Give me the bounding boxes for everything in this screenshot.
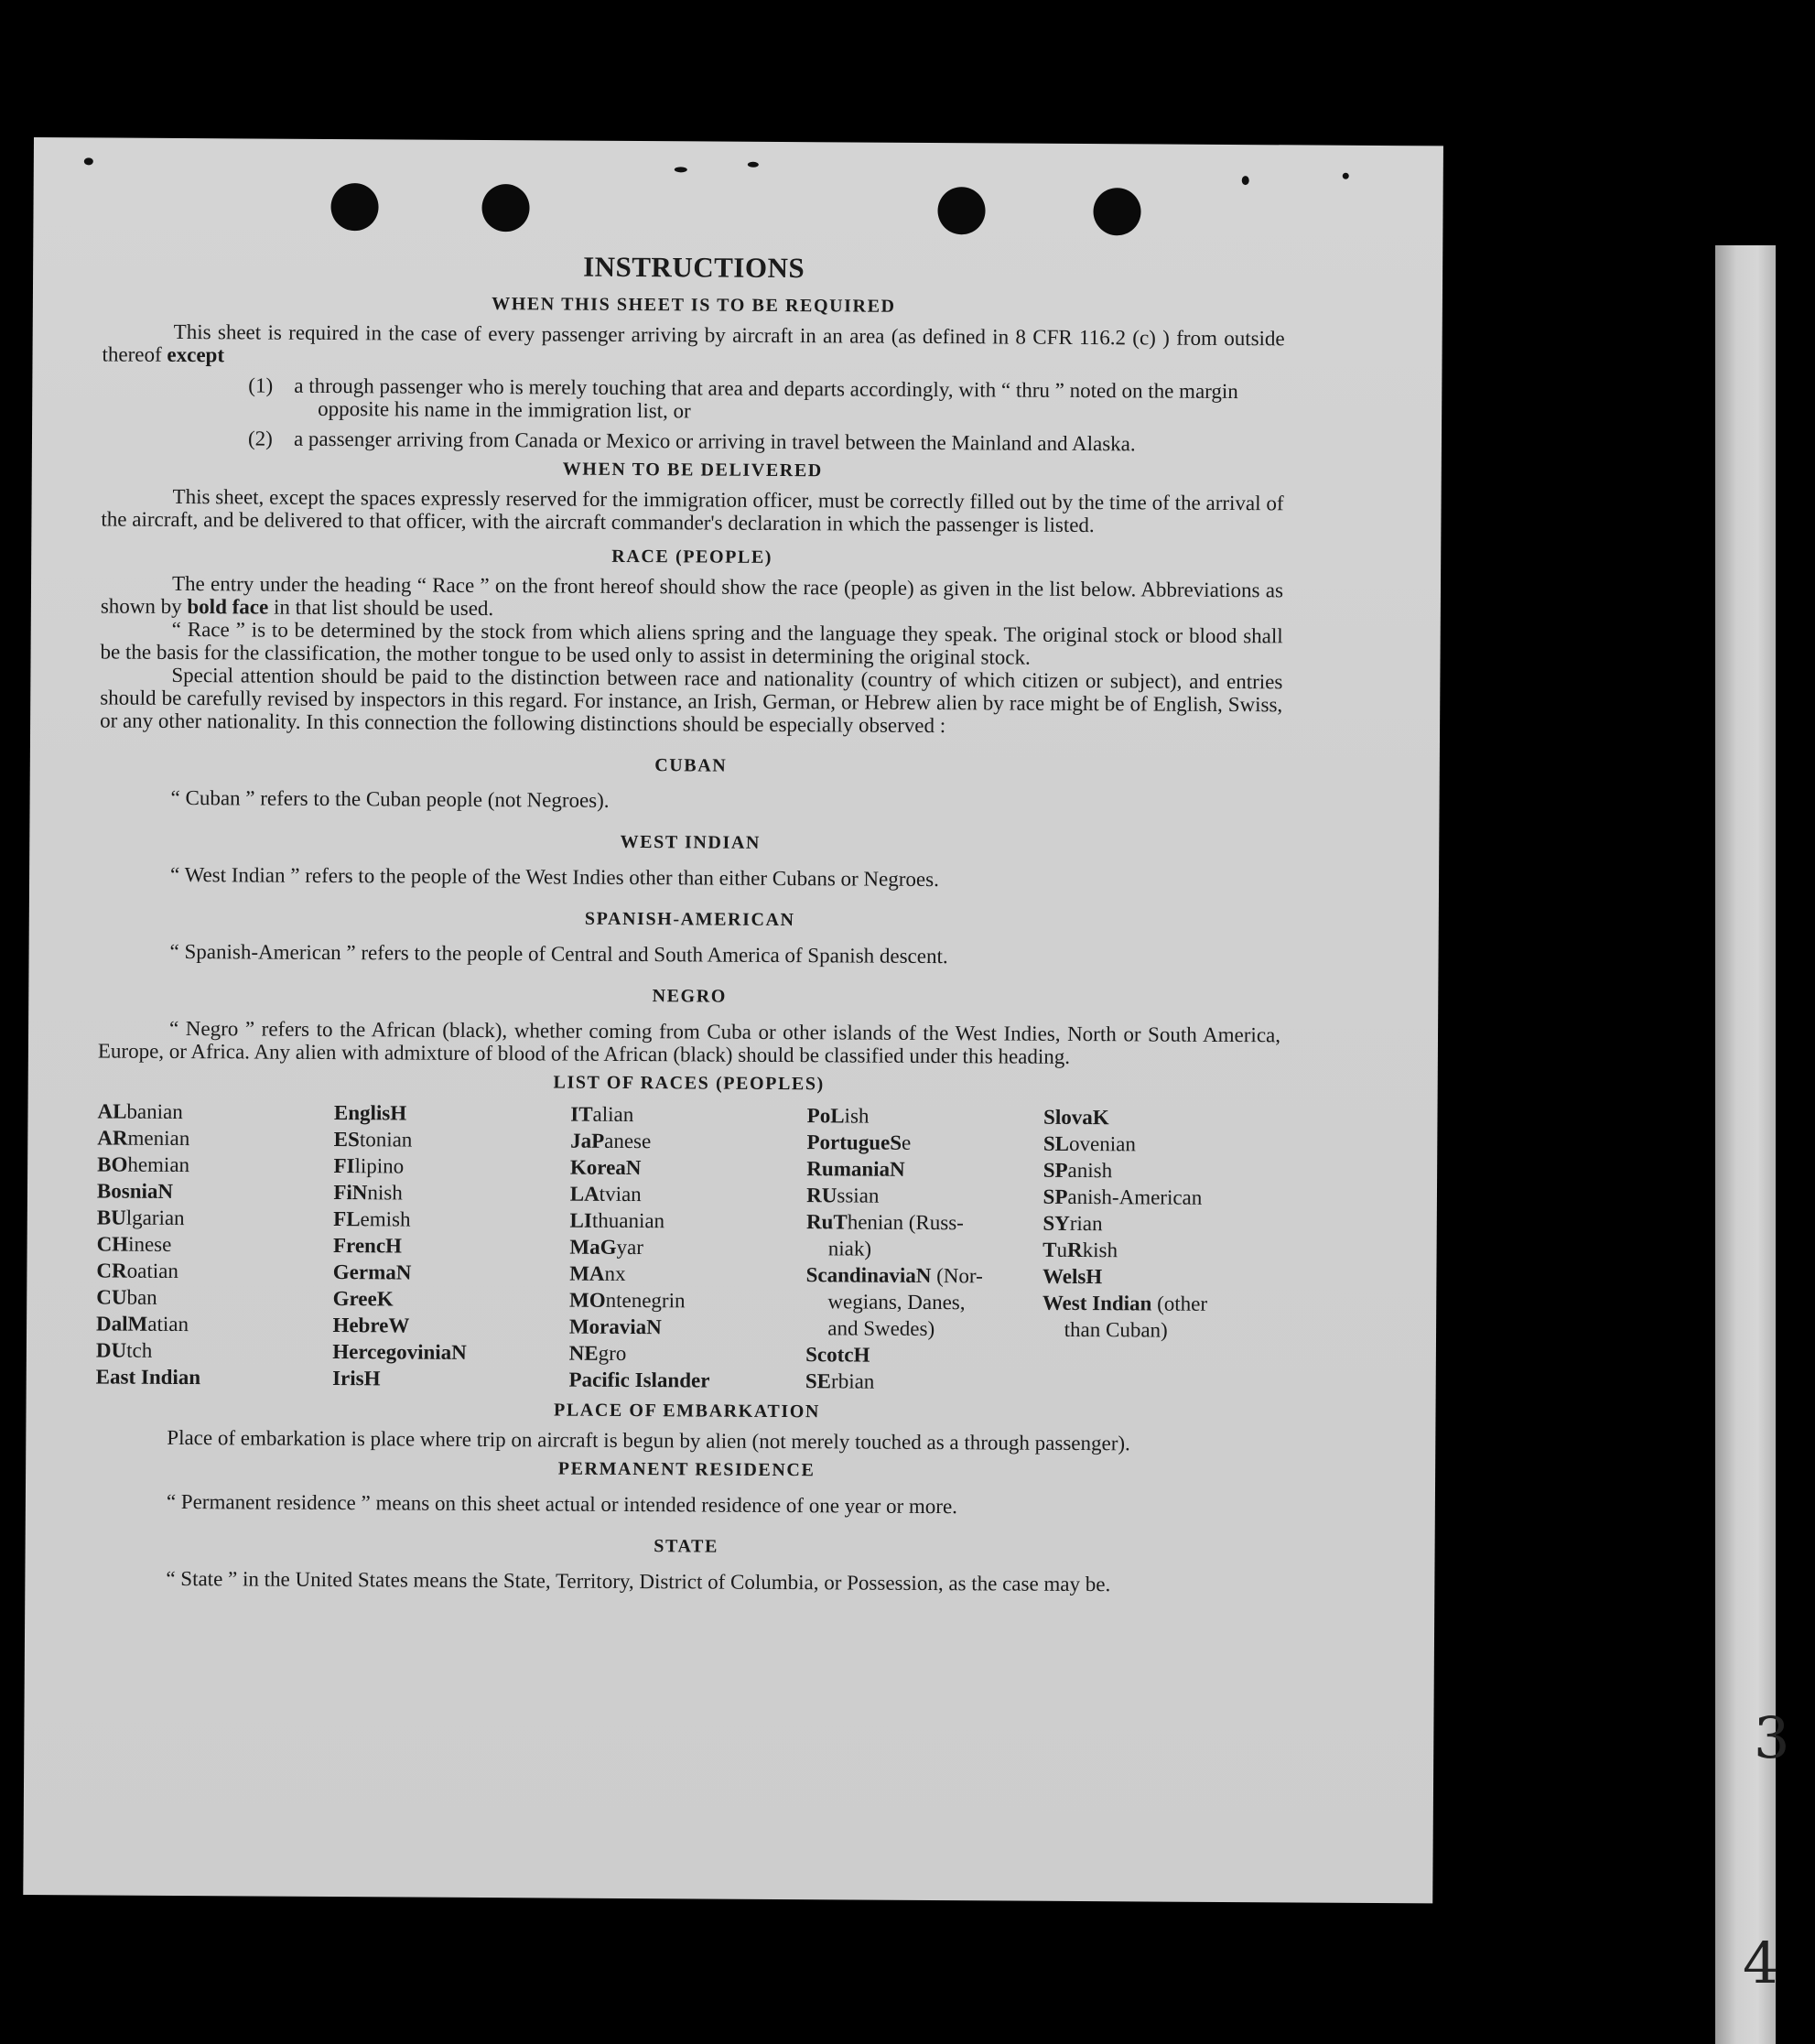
race-text: (Nor- [931,1264,983,1288]
race-abbrev: Dal [96,1312,128,1336]
race-entry [1043,1290,1280,1318]
heading-delivered: WHEN TO BE DELIVERED [562,459,823,481]
race-text: gro [598,1341,627,1365]
races-column [805,1102,1043,1396]
race-abbrev: LI [569,1208,592,1232]
speck [1343,173,1349,179]
race-entry [333,1206,570,1234]
race-abbrev: Hebre [332,1314,389,1337]
item-text: a passenger arriving from Canada or Mexico or arriving in travel between the Mainland and Alaska. [293,427,1136,456]
race-text: tonian [359,1128,413,1152]
race-text: (other [1151,1292,1208,1315]
race-abbrev: H [363,1367,381,1390]
race-text: wegians, Danes, [827,1290,966,1314]
race-abbrev: N [395,1260,412,1284]
required-intro-bold: except [167,342,225,367]
race-text: ssian [837,1184,880,1207]
race-entry [570,1181,807,1209]
race-entry [806,1261,1043,1290]
race-abbrev: JaP [570,1129,605,1152]
race-text: emish [360,1207,411,1231]
race-text: thuanian [591,1208,665,1233]
race-entry [96,1283,333,1312]
speck [748,162,759,168]
west-indian-text: “ West Indian ” refers to the people of the West Indies other than either Cubans or Negroes. [170,862,939,892]
race-entry [96,1363,333,1391]
race-text: henian (Russ- [847,1210,964,1235]
race-text: anese [604,1129,652,1153]
race-abbrev: MaG [569,1235,617,1259]
race-entry [333,1232,570,1260]
races-column [1042,1104,1280,1398]
race-abbrev: SP [1043,1158,1068,1182]
race-text: anish-American [1067,1184,1203,1209]
heading-negro: NEGRO [652,986,728,1007]
race-abbrev: N [351,1181,368,1205]
adjacent-page-edge [1715,245,1779,2044]
race-text: ban [126,1285,157,1309]
residence-text: “ Permanent residence ” means on this sheet actual or intended residence of one year or more. [166,1489,958,1519]
race-abbrev: K [376,1287,394,1311]
race-text: u [1056,1238,1068,1261]
race-abbrev: Englis [333,1101,391,1125]
race-entry [96,1257,333,1285]
race-abbrev: West Indian [1042,1291,1152,1315]
race-entry [806,1182,1043,1210]
race-text: menian [127,1126,190,1151]
race-abbrev: H [853,1343,870,1367]
race-abbrev: East Indian [95,1365,201,1390]
race-entry [806,1129,1043,1157]
heading-required: WHEN THIS SHEET IS TO BE REQUIRED [492,294,896,317]
race-abbrev: W [388,1314,410,1337]
race-entry [96,1336,333,1365]
race-entry [332,1312,569,1340]
race-entry [97,1204,334,1232]
heading-residence: PERMANENT RESIDENCE [557,1458,816,1481]
race-text: alian [592,1102,634,1127]
race-entry [569,1314,806,1342]
race-text: nish [367,1181,403,1205]
race-entry [805,1341,1043,1369]
race-entry [333,1152,570,1181]
margin-mark-bottom: 4 [1743,1930,1779,1996]
race-abbrev: Fi [333,1181,352,1205]
race-entry [805,1314,1043,1343]
race-text: lgarian [125,1206,185,1230]
embarkation-text: Place of embarkation is place where trip on aircraft is begun by alien (not merely touched as a through passenger). [167,1425,1130,1455]
race-text: rian [1069,1211,1103,1236]
required-intro-text: This sheet is required in the case of every passenger arriving by aircraft in an area (as defined in 8 CFR 116.2 (c) ) from outside thereof [102,319,1285,366]
heading-cuban: CUBAN [654,755,728,776]
race-abbrev: Bosnia [96,1179,158,1203]
race-abbrev: SY [1043,1211,1070,1235]
race-abbrev: Korea [569,1155,626,1179]
race-entry [806,1235,1043,1263]
race-abbrev: Wels [1042,1264,1086,1289]
item-number: (1) [248,373,274,397]
race-abbrev: BU [96,1206,126,1229]
race-abbrev: M [127,1312,148,1336]
punch-hole [1093,188,1140,235]
race-entry [332,1338,569,1367]
race-text: rbian [830,1369,875,1393]
item-text: a through passenger who is merely touching that area and departs accordingly, with “ thru ” noted on the margin opposite his name in the immigration list, or [294,373,1238,423]
required-intro [102,319,1284,373]
race-abbrev: N [646,1315,662,1339]
race-abbrev: N [451,1340,467,1364]
spanish-american-text: “ Spanish-American ” refers to the people of Central and South America of Spanish descent. [169,939,948,968]
speck [84,157,93,165]
race-entry [1043,1263,1280,1292]
race-text: than Cuban) [1064,1317,1168,1342]
state-text: “ State ” in the United States means the State, Territory, District of Columbia, or Possession, as the case may be. [166,1566,1111,1596]
race-entry [1043,1237,1280,1265]
heading-spanish-american: SPANISH-AMERICAN [584,908,795,931]
race-p1-text: The entry under the heading “ Race ” on the front hereof should show the race (people) as given in the list below. Abbreviations as shown by [100,571,1284,619]
cuban-text: “ Cuban ” refers to the Cuban people (not Negroes). [170,785,610,812]
race-text: kish [1082,1238,1118,1262]
race-text: oatian [126,1259,178,1282]
punch-hole [330,183,378,231]
race-abbrev: S [890,1130,902,1154]
race-abbrev: Slova [1043,1105,1093,1130]
race-p3: Special attention should be paid to the distinction between race and nationality (country of which citizen or subject), and entries should be carefully revised by inspectors in this regard. For instance, an Irish, German, or Hebrew alien by race might be of English, Swiss, or any other nationality. In this connection the following distinctions should be especially observed : [100,663,1283,738]
heading-west-indian: WEST INDIAN [620,831,762,853]
race-abbrev: LA [569,1182,600,1206]
delivered-text: This sheet, except the spaces expressly reserved for the immigration officer, must be correctly filled out by the time of the arrival of the aircraft, and be delivered to that officer, with the aircraft commander's declaration in which the passenger is listed. [101,484,1284,537]
race-entry [97,1124,334,1152]
race-entry [569,1340,806,1368]
races-list [96,1098,1280,1397]
race-entry [570,1207,807,1236]
race-entry [334,1126,571,1154]
race-entry [332,1365,569,1393]
race-entry [569,1260,806,1289]
speck [675,167,687,172]
race-abbrev: SE [805,1369,832,1393]
race-text: niak) [827,1237,872,1260]
race-abbrev: Gree [332,1287,377,1311]
race-entry [570,1128,807,1156]
race-entry [333,1285,570,1314]
race-abbrev: CU [96,1285,127,1309]
race-abbrev: Iris [332,1367,364,1390]
race-p1-text-end: in that list should be used. [268,595,494,621]
race-abbrev: AR [97,1126,128,1150]
races-column [96,1098,334,1391]
race-entry [569,1287,806,1315]
speck [1242,176,1249,185]
race-abbrev: H [1086,1265,1103,1289]
race-p2: “ Race ” is to be determined by the stock from which aliens spring and the language they speak. The original stock or blood shall be the basis for the classification, the mother tongue to be used only to assist in determining the original stock. [100,617,1283,669]
race-entry [570,1154,807,1183]
race-abbrev: H [390,1101,407,1125]
race-entry [805,1288,1043,1316]
document-sheet [23,137,1443,1903]
race-abbrev: H [385,1234,403,1258]
race-abbrev: N [890,1157,905,1181]
race-abbrev: NE [568,1341,599,1365]
race-entry [333,1259,570,1287]
race-entry [334,1099,571,1128]
race-entry [569,1234,806,1262]
race-abbrev: N [157,1179,174,1203]
race-text: tch [126,1338,153,1362]
negro-text: “ Negro ” refers to the African (black), whether coming from Cuba or other islands of the West Indies, North or South America, Europe, or Africa. Any alien with admixture of blood of the African (black) should be classified under this heading. [97,1016,1281,1068]
race-entry [806,1155,1043,1184]
race-entry [570,1101,807,1130]
race-abbrev: T [1043,1238,1057,1261]
heading-state: STATE [654,1536,718,1557]
required-item-1 [102,373,1284,426]
race-abbrev: Frenc [332,1234,386,1258]
race-text: tvian [599,1182,642,1206]
race-abbrev: MA [569,1261,605,1285]
race-text: ovenian [1068,1131,1136,1156]
race-abbrev: PoL [806,1104,845,1128]
race-entry [568,1367,805,1395]
race-abbrev: Germa [332,1260,396,1284]
race-entry [1043,1316,1280,1345]
race-abbrev: K [1092,1106,1109,1130]
race-abbrev: Pacific Islander [568,1368,710,1392]
race-text: inese [128,1232,172,1256]
race-abbrev: ES [333,1128,360,1152]
race-abbrev: Rumania [806,1157,891,1181]
race-abbrev: FL [333,1207,361,1231]
race-entry [96,1310,333,1338]
race-entry [97,1177,334,1206]
race-abbrev: N [915,1263,932,1288]
race-abbrev: AL [97,1099,127,1123]
race-abbrev: MO [568,1288,606,1312]
race-entry [1043,1157,1280,1185]
race-abbrev: RU [806,1184,837,1207]
race-text: ntenegrin [605,1288,686,1313]
race-abbrev: RuT [805,1210,848,1234]
race-text: hemian [127,1152,190,1177]
race-abbrev: SP [1043,1184,1068,1208]
race-abbrev: Hercegovinia [332,1340,452,1364]
race-abbrev: CH [96,1232,129,1256]
race-entry [97,1098,334,1126]
race-entry [1043,1104,1280,1132]
race-text: atian [147,1312,189,1336]
page-title: INSTRUCTIONS [583,250,805,285]
race-abbrev: Portugue [806,1130,891,1154]
instructions-content [94,247,1285,1596]
race-entry [805,1368,1043,1396]
races-column [332,1099,570,1393]
race-entry [1043,1210,1280,1238]
race-entry [97,1230,334,1259]
races-column [568,1101,806,1395]
item-number: (2) [247,427,273,450]
race-text: ish [844,1104,870,1128]
race-entry [807,1102,1044,1130]
heading-embarkation: PLACE OF EMBARKATION [553,1400,821,1422]
race-abbrev: IT [570,1102,593,1126]
race-entry [1043,1130,1280,1159]
race-abbrev: Scotc [805,1343,854,1367]
race-entry [1043,1184,1280,1212]
punch-hole [937,187,985,234]
race-abbrev: R [1066,1238,1083,1262]
race-text: and Swedes) [827,1316,935,1341]
race-text: banian [126,1099,183,1124]
race-text: yar [616,1235,643,1260]
race-entry [806,1208,1043,1237]
heading-list-of-races: LIST OF RACES (PEOPLES) [553,1072,825,1095]
race-abbrev: Scandinavia [805,1263,916,1287]
heading-race: RACE (PEOPLE) [611,546,773,568]
race-abbrev: CR [96,1259,127,1282]
race-entry [333,1179,570,1207]
race-abbrev: SL [1043,1131,1070,1155]
race-abbrev: N [625,1155,642,1180]
race-text: nx [604,1261,626,1285]
race-text: lipino [354,1154,405,1178]
race-entry [97,1151,334,1179]
margin-mark-top: 3 [1754,1704,1790,1771]
race-p1 [101,571,1283,624]
race-text: anish [1067,1158,1113,1183]
race-abbrev: Moravia [568,1314,647,1339]
race-abbrev: DU [95,1338,127,1362]
punch-hole [481,184,529,232]
race-abbrev: FI [333,1154,355,1178]
race-abbrev: BO [97,1152,128,1176]
race-text: e [901,1130,912,1154]
race-p1-bold: bold face [187,595,269,619]
